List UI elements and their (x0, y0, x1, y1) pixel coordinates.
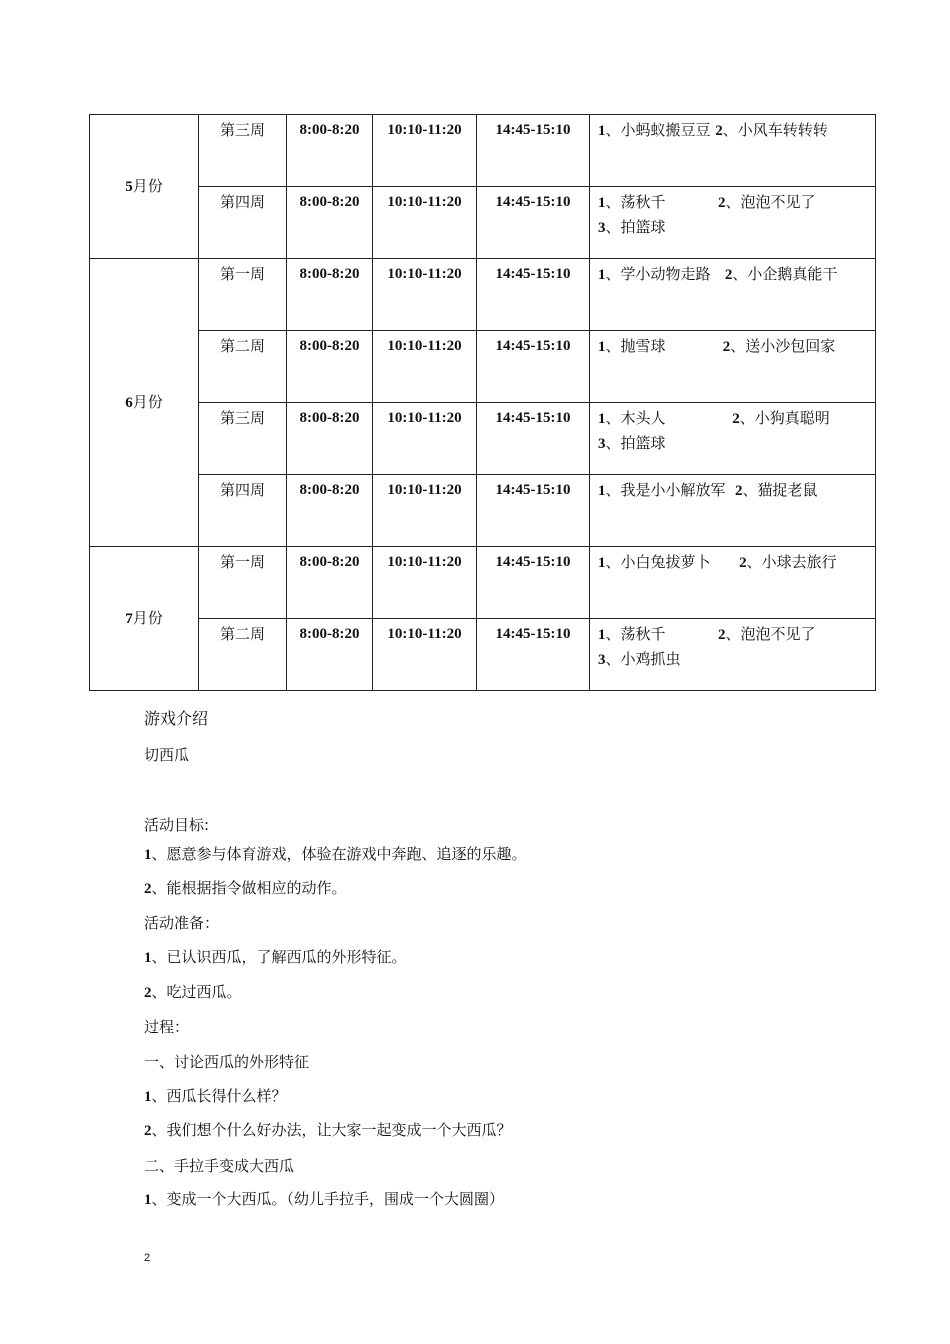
games-cell: 1、荡秋千 2、泡泡不见了 3、小鸡抓虫 (590, 619, 876, 691)
afternoon-time-cell: 14:45-15:10 (477, 403, 590, 475)
page-number: 2 (144, 1252, 151, 1264)
midday-time-cell: 10:10-11:20 (373, 187, 477, 259)
month-cell: 7月份 (90, 547, 199, 691)
table-row (90, 403, 876, 475)
step-title: 二、手拉手变成大西瓜 (144, 1157, 295, 1175)
games-cell: 1、学小动物走路 2、小企鹅真能干 (590, 259, 876, 331)
morning-time-cell: 8:00-8:20 (287, 259, 373, 331)
prep-item: 2、吃过西瓜。 (144, 983, 242, 1001)
step-title: 一、讨论西瓜的外形特征 (144, 1053, 310, 1071)
afternoon-time-cell: 14:45-15:10 (477, 331, 590, 403)
week-cell: 第二周 (199, 619, 287, 691)
morning-time-cell: 8:00-8:20 (287, 547, 373, 619)
games-cell: 1、我是小小解放军 2、猫捉老鼠 (590, 475, 876, 547)
midday-time-cell: 10:10-11:20 (373, 331, 477, 403)
goal-label: 活动目标: (144, 816, 210, 834)
games-cell: 1、小蚂蚁搬豆豆 2、小风车转转转 (590, 115, 876, 187)
step-item: 1、变成一个大西瓜。（幼儿手拉手，围成一个大圆圈） (144, 1190, 505, 1208)
week-cell: 第四周 (199, 475, 287, 547)
goal-item: 1、愿意参与体育游戏，体验在游戏中奔跑、追逐的乐趣。 (144, 845, 527, 863)
prep-item: 1、已认识西瓜，了解西瓜的外形特征。 (144, 948, 407, 966)
game-name: 切西瓜 (144, 746, 190, 764)
step-item: 1、西瓜长得什么样？ (144, 1087, 287, 1105)
afternoon-time-cell: 14:45-15:10 (477, 187, 590, 259)
week-cell: 第一周 (199, 259, 287, 331)
prep-label: 活动准备： (144, 914, 220, 932)
afternoon-time-cell: 14:45-15:10 (477, 475, 590, 547)
week-cell: 第三周 (199, 115, 287, 187)
month-cell: 6月份 (90, 259, 199, 547)
midday-time-cell: 10:10-11:20 (373, 259, 477, 331)
morning-time-cell: 8:00-8:20 (287, 403, 373, 475)
afternoon-time-cell: 14:45-15:10 (477, 619, 590, 691)
midday-time-cell: 10:10-11:20 (373, 547, 477, 619)
morning-time-cell: 8:00-8:20 (287, 331, 373, 403)
table-row (90, 475, 876, 547)
goal-item: 2、能根据指令做相应的动作。 (144, 879, 347, 897)
afternoon-time-cell: 14:45-15:10 (477, 547, 590, 619)
table-row (90, 259, 876, 331)
month-cell: 5月份 (90, 115, 199, 259)
table-row (90, 619, 876, 691)
week-cell: 第一周 (199, 547, 287, 619)
table-row (90, 115, 876, 187)
games-cell: 1、小白兔拔萝卜 2、小球去旅行 (590, 547, 876, 619)
afternoon-time-cell: 14:45-15:10 (477, 259, 590, 331)
midday-time-cell: 10:10-11:20 (373, 619, 477, 691)
afternoon-time-cell: 14:45-15:10 (477, 115, 590, 187)
games-cell: 1、荡秋千 2、泡泡不见了 3、拍篮球 (590, 187, 876, 259)
section-heading: 游戏介绍 (144, 709, 209, 728)
games-cell: 1、木头人 2、小狗真聪明 3、拍篮球 (590, 403, 876, 475)
week-cell: 第三周 (199, 403, 287, 475)
midday-time-cell: 10:10-11:20 (373, 403, 477, 475)
morning-time-cell: 8:00-8:20 (287, 187, 373, 259)
midday-time-cell: 10:10-11:20 (373, 115, 477, 187)
process-label: 过程： (144, 1018, 190, 1036)
morning-time-cell: 8:00-8:20 (287, 619, 373, 691)
schedule-table (89, 114, 876, 691)
midday-time-cell: 10:10-11:20 (373, 475, 477, 547)
week-cell: 第二周 (199, 331, 287, 403)
table-row (90, 547, 876, 619)
morning-time-cell: 8:00-8:20 (287, 115, 373, 187)
table-row (90, 187, 876, 259)
week-cell: 第四周 (199, 187, 287, 259)
morning-time-cell: 8:00-8:20 (287, 475, 373, 547)
games-cell: 1、抛雪球 2、送小沙包回家 (590, 331, 876, 403)
table-row (90, 331, 876, 403)
step-item: 2、我们想个什么好办法，让大家一起变成一个大西瓜？ (144, 1121, 512, 1139)
